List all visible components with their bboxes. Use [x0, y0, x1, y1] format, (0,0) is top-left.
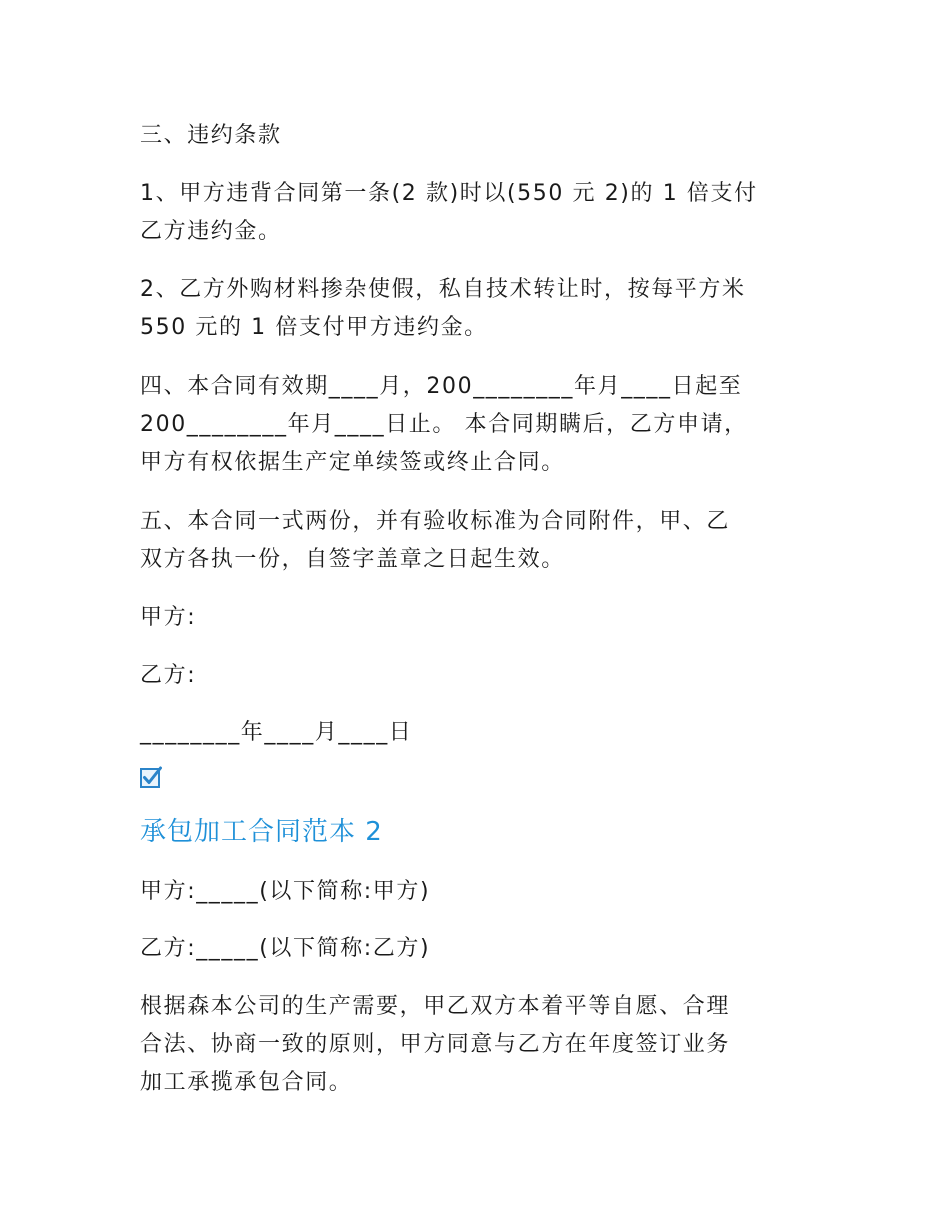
- text-line: 根据森本公司的生产需要，甲乙双方本着平等自愿、合理: [140, 994, 731, 1019]
- text-line: 200________年月____日止。 本合同期瞒后，乙方申请，: [140, 412, 748, 437]
- signature-date: ________年____月____日: [140, 720, 413, 745]
- section-3-title: 三、违约条款: [140, 123, 282, 148]
- penalty-clause-1: [140, 175, 758, 251]
- contract-2-party-b: 乙方:_____(以下简称:乙方): [140, 936, 431, 961]
- text-line: 乙方违约金。: [140, 219, 282, 244]
- contract-2-heading: 承包加工合同范本 2: [140, 817, 383, 847]
- signature-party-b: 乙方:: [140, 663, 197, 688]
- signature-party-a: 甲方:: [140, 605, 197, 630]
- contract-2-intro: [140, 988, 730, 1102]
- section-4-validity: [140, 368, 748, 482]
- text-line: 甲方有权依据生产定单续签或终止合同。: [140, 450, 565, 475]
- text-line: 五、本合同一式两份，并有验收标准为合同附件，甲、乙: [140, 509, 731, 534]
- text-line: 四、本合同有效期____月，200________年月____日起至: [140, 374, 743, 399]
- text-line: 双方各执一份，自签字盖章之日起生效。: [140, 547, 565, 572]
- text-line: 1、甲方违背合同第一条(2 款)时以(550 元 2)的 1 倍支付: [140, 181, 758, 206]
- section-5-copies: [140, 503, 730, 579]
- text-line: 合法、协商一致的原则，甲方同意与乙方在年度签订业务: [140, 1032, 731, 1057]
- penalty-clause-2: [140, 271, 746, 347]
- contract-2-party-a: 甲方:_____(以下简称:甲方): [140, 879, 431, 904]
- text-line: 加工承揽承包合同。: [140, 1070, 353, 1095]
- text-line: 2、乙方外购材料掺杂使假，私自技术转让时，按每平方米: [140, 277, 746, 302]
- text-line: 550 元的 1 倍支付甲方违约金。: [140, 315, 488, 340]
- checkbox-checked-icon: [140, 766, 162, 788]
